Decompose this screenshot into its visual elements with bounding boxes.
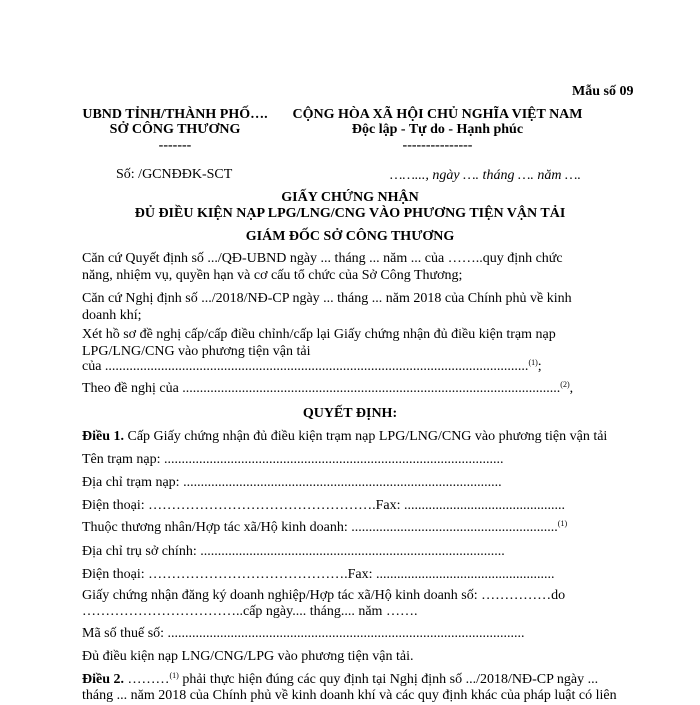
issue-date: ……..., ngày …. tháng …. năm …. xyxy=(390,168,581,183)
applicant-blank: của ......................................................................................................................... xyxy=(82,359,529,374)
decision-heading: QUYẾT ĐỊNH: xyxy=(302,406,398,421)
station-name-field: Tên trạm nạp: ................................................................................................. xyxy=(82,452,504,467)
article-1 xyxy=(82,428,607,446)
national-motto: Độc lập - Tự do - Hạnh phúc xyxy=(351,122,524,137)
left-separator: ------- xyxy=(158,138,192,153)
certificate-title: GIẤY CHỨNG NHẬN xyxy=(281,190,419,205)
registration-field-line1: Giấy chứng nhận đăng ký doanh nghiệp/Hợp tác xã/Hộ kinh doanh số: ……………do xyxy=(82,588,566,603)
department-name: SỞ CÔNG THƯƠNG xyxy=(109,122,241,137)
preamble-review: Xét hồ sơ đề nghị cấp/cấp điều chỉnh/cấp lại Giấy chứng nhận đủ điều kiện trạm nạp LPG/LNG/CNG vào phương tiện vận tải xyxy=(82,327,556,359)
article-2-label: Điều 2. xyxy=(82,672,124,687)
article-1-label: Điều 1. xyxy=(82,429,124,444)
authority-name: UBND TỈNH/THÀNH PHỐ…. xyxy=(82,107,268,122)
footnote-ref: (1) xyxy=(528,358,538,367)
proposer-blank: Theo đề nghị của ............................................................................................................ xyxy=(82,381,561,396)
article-2-line2: tháng ... năm 2018 của Chính phủ về kinh doanh khí và các quy định khác của pháp luật có liên xyxy=(82,688,617,703)
article-2-line1: Điều 2. ………$^{(1)}$ phải thực hiện đúng các quy định tại Nghị định số .../2018/NĐ-CP ngày ... xyxy=(82,671,599,687)
issuer-title: GIÁM ĐỐC SỞ CÔNG THƯƠNG xyxy=(245,229,455,244)
preamble-basis-decision: Căn cứ Quyết định số .../QĐ-UBND ngày ... tháng ... năm ... của ……..quy định chức năng, nhiệm vụ, quyền hạn và cơ cấu tổ chức của Sở Công Thương; xyxy=(82,251,563,283)
tax-code-field: Mã số thuế số: ...................................................................................................... xyxy=(82,626,525,641)
article-1-text: Cấp Giấy chứng nhận đủ điều kiện trạm nạp LPG/LNG/CNG vào phương tiện vận tải xyxy=(124,429,608,444)
owner-phone-fax-field: Điện thoại: …………………………………….Fax: ................................................... xyxy=(82,567,555,582)
registration-field-line2: ……………………………..cấp ngày.... tháng.... năm ……. xyxy=(82,604,418,619)
document-number: Số: /GCNĐĐK-SCT xyxy=(116,167,233,182)
certificate-subtitle: ĐỦ ĐIỀU KIỆN NẠP LPG/LNG/CNG VÀO PHƯƠNG TIỆN VẬN TẢI xyxy=(134,206,566,221)
footnote-ref: (1) xyxy=(169,671,179,680)
hq-address-field: Địa chỉ trụ sở chính: ....................................................................................... xyxy=(82,544,505,559)
national-title: CỘNG HÒA XÃ HỘI CHỦ NGHĨA VIỆT NAM xyxy=(292,107,583,122)
footnote-ref: (2) xyxy=(560,380,570,389)
preamble-proposal: Theo đề nghị của ............................................................................................................$^{(2)}$, xyxy=(82,380,574,396)
eligibility-statement: Đủ điều kiện nạp LNG/CNG/LPG vào phương tiện vận tải. xyxy=(82,649,414,664)
form-number: Mẫu số 09 xyxy=(572,84,634,99)
station-phone-fax-field: Điện thoại: ………………………………………….Fax: .............................................. xyxy=(82,498,565,513)
owner-field: Thuộc thương nhân/Hợp tác xã/Hộ kinh doanh: ...........................................................$^{(1)}$ xyxy=(82,519,568,535)
footnote-ref: (1) xyxy=(557,519,568,528)
preamble-basis-decree: Căn cứ Nghị định số .../2018/NĐ-CP ngày ... tháng ... năm 2018 của Chính phủ về kinh doanh khí; xyxy=(82,291,572,323)
right-separator: --------------- xyxy=(402,138,473,153)
preamble-review-of: của .........................................................................................................................$^{(1)}$; xyxy=(82,358,542,374)
station-address-field: Địa chỉ trạm nạp: ........................................................................................... xyxy=(82,475,502,490)
